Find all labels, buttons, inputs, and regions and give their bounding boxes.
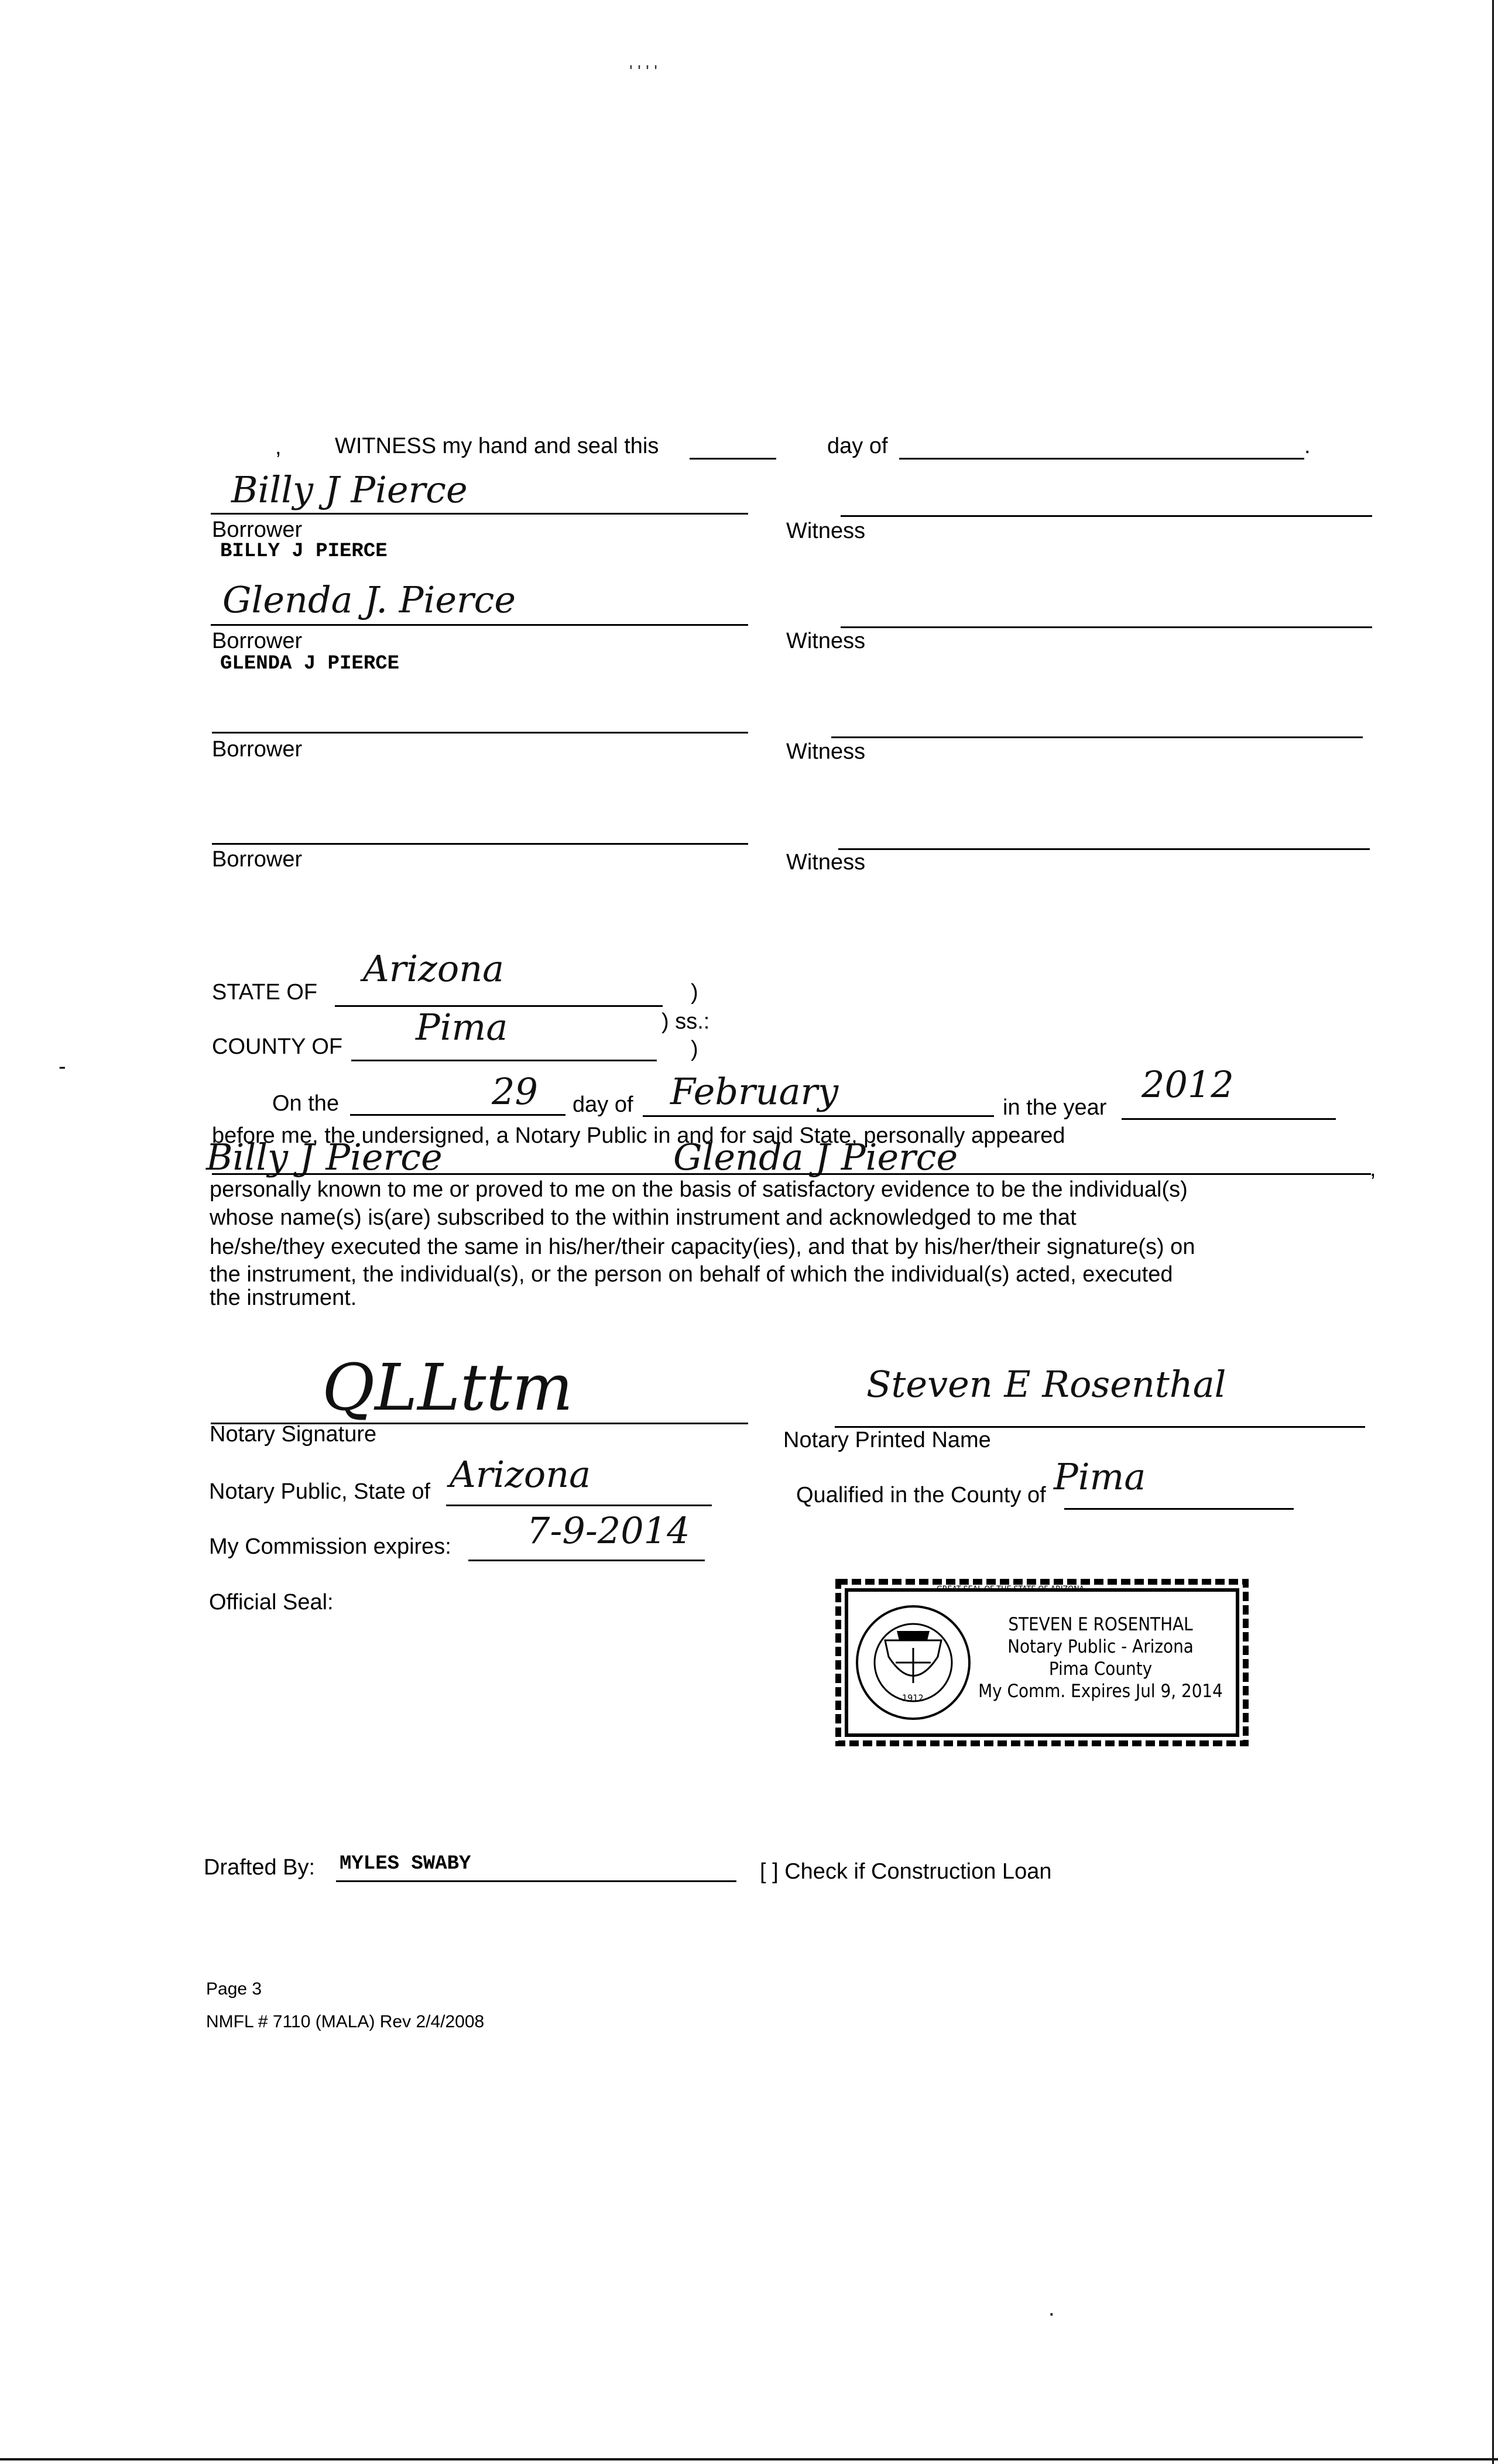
drafted-by-label: Drafted By:	[204, 1855, 316, 1880]
borrower-3-label: Borrower	[212, 737, 303, 762]
seal-ring-text: GREAT SEAL OF THE STATE OF ARIZONA	[937, 1585, 1085, 1594]
appeared-person-2: Glenda J Pierce	[673, 1136, 958, 1178]
commission-line	[468, 1560, 705, 1561]
witness-3-label: Witness	[786, 739, 866, 764]
borrower-1-signature: Billy J Pierce	[231, 468, 468, 511]
construction-loan-check: [ ] Check if Construction Loan	[760, 1859, 1052, 1884]
borrower-2-printed: GLENDA J PIERCE	[220, 653, 400, 675]
top-marks: ' ' ' '	[629, 62, 657, 81]
stamp-county: Pima County	[1048, 1658, 1153, 1680]
appeared-comma: ,	[1370, 1157, 1376, 1181]
county-of-label: COUNTY OF	[212, 1034, 343, 1059]
witness-day-of: day of	[827, 434, 888, 458]
borrower-2-line	[211, 624, 748, 626]
borrower-1-line	[211, 513, 748, 515]
day-line	[350, 1114, 565, 1116]
stray-dot: ·	[1048, 2301, 1055, 2326]
state-paren: )	[691, 980, 698, 1005]
borrower-3-line	[212, 732, 748, 734]
witness-1-label: Witness	[786, 519, 866, 543]
borrower-4-label: Borrower	[212, 847, 303, 872]
witness-3-line	[831, 736, 1363, 738]
drafted-by-line	[336, 1880, 736, 1882]
year-value: 2012	[1142, 1063, 1234, 1106]
notary-signature-label: Notary Signature	[210, 1422, 377, 1447]
notary-signature-value: QLLttm	[322, 1350, 573, 1425]
ack-body-line-2: whose name(s) is(are) subscribed to the within instrument and acknowledged to me that	[210, 1205, 1077, 1230]
county-paren: )	[691, 1037, 698, 1061]
margin-mark: -	[59, 1054, 66, 1079]
on-the-label: On the	[272, 1091, 340, 1116]
scan-edge-bottom	[0, 2458, 1498, 2460]
commission-value: 7-9-2014	[527, 1509, 690, 1552]
seal-year: 1912	[902, 1692, 924, 1704]
borrower-2-label: Borrower	[212, 629, 303, 653]
witness-1-line	[841, 515, 1372, 517]
borrower-4-line	[212, 843, 748, 845]
borrower-1-printed: BILLY J PIERCE	[220, 540, 388, 563]
bullet-mark: ,	[275, 435, 282, 460]
stamp-expires: My Comm. Expires Jul 9, 2014	[978, 1681, 1223, 1702]
before-me-text: before me, the undersigned, a Notary Public in and for said State, personally appeared	[212, 1123, 1065, 1148]
period-mark: .	[1304, 434, 1311, 458]
month-value: February	[670, 1070, 839, 1113]
witness-day-line	[690, 458, 776, 460]
borrower-1-label: Borrower	[212, 518, 303, 542]
county-of-line	[351, 1060, 657, 1061]
appeared-person-1: Billy J Pierce	[206, 1136, 443, 1178]
day-of-label: day of	[573, 1092, 633, 1117]
day-value: 29	[492, 1070, 538, 1113]
witness-2-line	[841, 626, 1372, 628]
witness-month-line	[899, 458, 1304, 460]
qualified-county-line	[1064, 1508, 1294, 1510]
witness-intro: WITNESS my hand and seal this	[335, 434, 659, 458]
appeared-line	[212, 1173, 1371, 1175]
drafted-by-value: MYLES SWABY	[340, 1853, 471, 1875]
notary-printed-name-label: Notary Printed Name	[783, 1428, 991, 1452]
in-the-year-label: in the year	[1003, 1095, 1107, 1120]
witness-2-label: Witness	[786, 629, 866, 653]
qualified-county-value: Pima	[1054, 1455, 1146, 1498]
witness-4-label: Witness	[786, 850, 866, 875]
ack-body-line-1: personally known to me or proved to me on the basis of satisfactory evidence to be the individual(s)	[210, 1177, 1188, 1202]
county-of-value: Pima	[416, 1006, 508, 1048]
stamp-title: Notary Public - Arizona	[1007, 1636, 1194, 1657]
notary-printed-name-value: Steven E Rosenthal	[866, 1363, 1226, 1406]
month-line	[643, 1115, 994, 1117]
footer-form: NMFL # 7110 (MALA) Rev 2/4/2008	[206, 2012, 485, 2031]
year-line	[1122, 1118, 1336, 1120]
borrower-2-signature: Glenda J. Pierce	[222, 578, 516, 621]
ack-body-line-5: the instrument.	[210, 1286, 357, 1310]
ss-label: ) ss.:	[661, 1009, 710, 1034]
state-of-label: STATE OF	[212, 980, 318, 1005]
state-of-value: Arizona	[363, 947, 505, 990]
witness-4-line	[838, 848, 1370, 850]
ack-body-line-3: he/she/they executed the same in his/her/their capacity(ies), and that by his/her/their signature(s) on	[210, 1235, 1195, 1259]
stamp-name: STEVEN E ROSENTHAL	[1008, 1614, 1193, 1635]
notary-public-state-line	[446, 1505, 712, 1506]
official-seal-label: Official Seal:	[209, 1590, 334, 1615]
scan-edge-right	[1492, 0, 1494, 2464]
commission-label: My Commission expires:	[209, 1534, 451, 1559]
ack-body-line-4: the instrument, the individual(s), or the person on behalf of which the individual(s) acted, executed	[210, 1262, 1173, 1287]
qualified-county-label: Qualified in the County of	[796, 1483, 1046, 1507]
notary-public-state-value: Arizona	[450, 1453, 591, 1496]
footer-page: Page 3	[206, 1979, 262, 1999]
notary-public-state-label: Notary Public, State of	[209, 1479, 431, 1504]
